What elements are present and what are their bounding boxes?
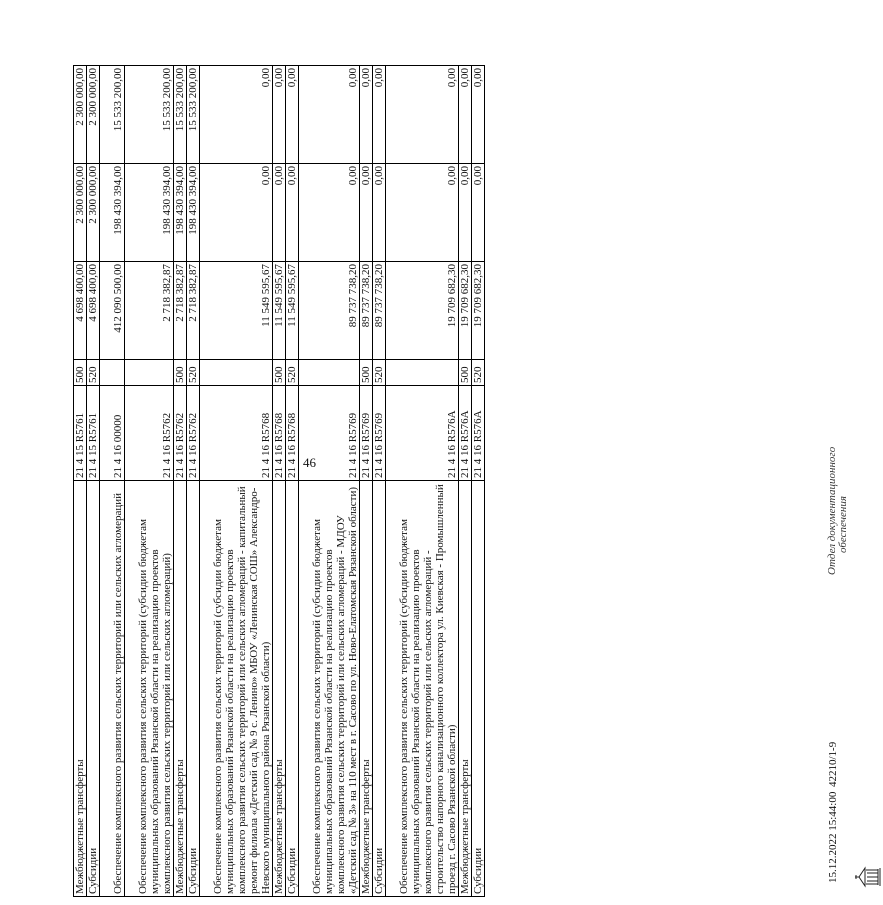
row-amount-2022: 412 090 500,00 bbox=[100, 262, 125, 360]
row-amount-2022: 89 737 738,20 bbox=[373, 262, 386, 360]
row-amount-2024: 2 300 000,00 bbox=[87, 66, 100, 164]
row-amount-2024: 0,00 bbox=[386, 66, 459, 164]
row-amount-2023: 0,00 bbox=[273, 164, 286, 262]
table-row bbox=[174, 66, 187, 897]
row-amount-2023: 2 300 000,00 bbox=[87, 164, 100, 262]
department-stamp-label bbox=[827, 447, 849, 575]
row-target-article-code: 21 4 16 R576A bbox=[386, 386, 459, 481]
row-target-article-code: 21 4 16 R5769 bbox=[373, 386, 386, 481]
row-expense-type-code: 520 bbox=[472, 360, 485, 386]
row-expense-type-code bbox=[100, 360, 125, 386]
row-amount-2024: 0,00 bbox=[459, 66, 472, 164]
table-row bbox=[74, 66, 87, 897]
row-amount-2024: 15 533 200,00 bbox=[187, 66, 200, 164]
table-row bbox=[386, 66, 459, 897]
row-description: Обеспечение комплексного развития сельских территорий или сельских агломераций bbox=[100, 481, 125, 897]
row-target-article-code: 21 4 16 R5768 bbox=[273, 386, 286, 481]
row-amount-2023: 0,00 bbox=[459, 164, 472, 262]
row-expense-type-code: 520 bbox=[373, 360, 386, 386]
row-amount-2024: 0,00 bbox=[360, 66, 373, 164]
table-row bbox=[200, 66, 273, 897]
row-expense-type-code bbox=[200, 360, 273, 386]
row-amount-2022: 19 709 682,30 bbox=[386, 262, 459, 360]
table-row bbox=[459, 66, 472, 897]
row-target-article-code: 21 4 16 R5768 bbox=[286, 386, 299, 481]
row-amount-2023: 0,00 bbox=[373, 164, 386, 262]
row-expense-type-code bbox=[125, 360, 174, 386]
row-amount-2024: 0,00 bbox=[373, 66, 386, 164]
row-amount-2023: 198 430 394,00 bbox=[187, 164, 200, 262]
table-row bbox=[286, 66, 299, 897]
row-amount-2022: 4 698 400,00 bbox=[87, 262, 100, 360]
table-row bbox=[87, 66, 100, 897]
row-amount-2024: 0,00 bbox=[200, 66, 273, 164]
row-target-article-code: 21 4 16 00000 bbox=[100, 386, 125, 481]
row-amount-2022: 89 737 738,20 bbox=[360, 262, 373, 360]
row-expense-type-code: 500 bbox=[74, 360, 87, 386]
row-amount-2024: 0,00 bbox=[286, 66, 299, 164]
row-description: Межбюджетные трансферты bbox=[174, 481, 187, 897]
row-amount-2022: 2 718 382,87 bbox=[125, 262, 174, 360]
row-description: Обеспечение комплексного развития сельских территорий (субсидии бюджетам муниципальных образований Рязанской области на реализацию проектов комплексного развития сельских территорий или сельских агломераций) bbox=[125, 481, 174, 897]
row-amount-2023: 0,00 bbox=[472, 164, 485, 262]
row-amount-2023: 0,00 bbox=[200, 164, 273, 262]
row-amount-2022: 2 718 382,87 bbox=[174, 262, 187, 360]
row-description: Обеспечение комплексного развития сельских территорий (субсидии бюджетам муниципальных образований Рязанской области на реализацию проектов комплексного развития сельских территорий или сельских агломераций - капитальный ремонт филиала «Детский сад № 9 с. Ленино» МБОУ «Ленинская СОШ» Александро-Невского муниципального района Рязанской области) bbox=[200, 481, 273, 897]
row-amount-2022: 19 709 682,30 bbox=[472, 262, 485, 360]
row-description: Межбюджетные трансферты bbox=[459, 481, 472, 897]
footer-timestamp: 15.12.2022 15:44:00 bbox=[827, 791, 839, 883]
row-amount-2023: 198 430 394,00 bbox=[100, 164, 125, 262]
row-target-article-code: 21 4 15 R5761 bbox=[74, 386, 87, 481]
row-target-article-code: 21 4 15 R5761 bbox=[87, 386, 100, 481]
row-description: Субсидии bbox=[472, 481, 485, 897]
row-expense-type-code bbox=[299, 360, 360, 386]
row-amount-2022: 19 709 682,30 bbox=[459, 262, 472, 360]
table-row bbox=[299, 66, 360, 897]
row-amount-2023: 2 300 000,00 bbox=[74, 164, 87, 262]
row-target-article-code: 21 4 16 R576A bbox=[459, 386, 472, 481]
footer-document-code: 42210/1-9 bbox=[827, 741, 839, 787]
row-amount-2022: 89 737 738,20 bbox=[299, 262, 360, 360]
row-description: Межбюджетные трансферты bbox=[360, 481, 373, 897]
row-target-article-code: 21 4 16 R5762 bbox=[174, 386, 187, 481]
row-expense-type-code: 500 bbox=[174, 360, 187, 386]
row-target-article-code: 21 4 16 R576A bbox=[472, 386, 485, 481]
row-expense-type-code: 520 bbox=[286, 360, 299, 386]
row-amount-2022: 11 549 595,67 bbox=[286, 262, 299, 360]
row-target-article-code: 21 4 16 R5769 bbox=[360, 386, 373, 481]
row-amount-2024: 15 533 200,00 bbox=[125, 66, 174, 164]
table-row bbox=[472, 66, 485, 897]
building-stamp-icon bbox=[853, 865, 883, 889]
row-expense-type-code bbox=[386, 360, 459, 386]
table-row bbox=[125, 66, 174, 897]
row-expense-type-code: 520 bbox=[187, 360, 200, 386]
row-target-article-code: 21 4 16 R5768 bbox=[200, 386, 273, 481]
row-amount-2022: 11 549 595,67 bbox=[273, 262, 286, 360]
row-expense-type-code: 500 bbox=[360, 360, 373, 386]
row-description: Субсидии bbox=[286, 481, 299, 897]
table-row bbox=[360, 66, 373, 897]
row-target-article-code: 21 4 16 R5762 bbox=[187, 386, 200, 481]
row-amount-2024: 0,00 bbox=[299, 66, 360, 164]
row-amount-2023: 0,00 bbox=[386, 164, 459, 262]
row-description: Субсидии bbox=[87, 481, 100, 897]
row-amount-2022: 11 549 595,67 bbox=[200, 262, 273, 360]
page-number: 46 bbox=[303, 455, 316, 470]
department-stamp-line2: обеспечения bbox=[837, 496, 849, 553]
row-expense-type-code: 500 bbox=[273, 360, 286, 386]
table-row bbox=[273, 66, 286, 897]
row-amount-2024: 15 533 200,00 bbox=[100, 66, 125, 164]
row-expense-type-code: 500 bbox=[459, 360, 472, 386]
table-row bbox=[100, 66, 125, 897]
row-amount-2024: 2 300 000,00 bbox=[74, 66, 87, 164]
row-amount-2023: 0,00 bbox=[286, 164, 299, 262]
row-amount-2023: 0,00 bbox=[360, 164, 373, 262]
row-amount-2023: 0,00 bbox=[299, 164, 360, 262]
row-amount-2022: 4 698 400,00 bbox=[74, 262, 87, 360]
row-description: Субсидии bbox=[187, 481, 200, 897]
budget-table bbox=[73, 65, 485, 897]
row-expense-type-code: 520 bbox=[87, 360, 100, 386]
row-description: Обеспечение комплексного развития сельских территорий (субсидии бюджетам муниципальных образований Рязанской области на реализацию проектов комплексного развития сельских территорий или сельских агломераций - МДОУ «Детский сад № 3» на 110 мест в г. Сасово по ул. Ново-Елатомская Рязанской области) bbox=[299, 481, 360, 897]
row-amount-2023: 198 430 394,00 bbox=[125, 164, 174, 262]
row-amount-2022: 2 718 382,87 bbox=[187, 262, 200, 360]
row-description: Межбюджетные трансферты bbox=[74, 481, 87, 897]
row-amount-2023: 198 430 394,00 bbox=[174, 164, 187, 262]
row-description: Субсидии bbox=[373, 481, 386, 897]
table-row bbox=[187, 66, 200, 897]
row-description: Обеспечение комплексного развития сельских территорий (субсидии бюджетам муниципальных образований Рязанской области на реализацию проектов комплексного развития сельских территорий или сельских агломераций - строительство напорного канализационного коллектора ул. Киевская - Промышленный проезд г. Сасово Рязанской области) bbox=[386, 481, 459, 897]
row-target-article-code: 21 4 16 R5762 bbox=[125, 386, 174, 481]
row-target-article-code: 21 4 16 R5769 bbox=[299, 386, 360, 481]
row-description: Межбюджетные трансферты bbox=[273, 481, 286, 897]
department-stamp-line1: Отдел документационного bbox=[826, 446, 838, 575]
row-amount-2024: 0,00 bbox=[273, 66, 286, 164]
row-amount-2024: 0,00 bbox=[472, 66, 485, 164]
table-row bbox=[373, 66, 386, 897]
row-amount-2024: 15 533 200,00 bbox=[174, 66, 187, 164]
